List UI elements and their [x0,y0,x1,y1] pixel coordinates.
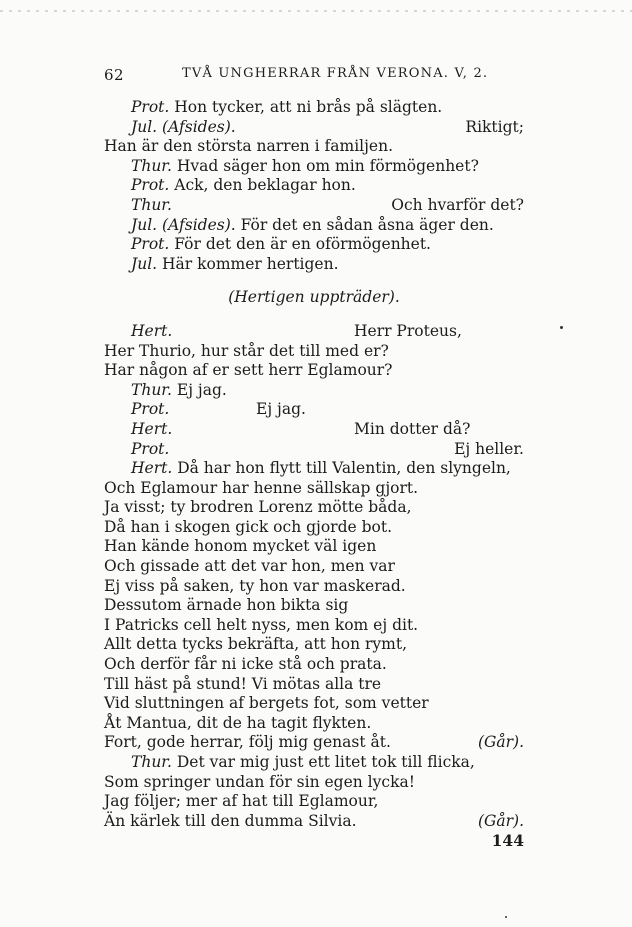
exit-direction: (Går). [477,811,524,830]
speaker-name: Prot. [131,98,170,116]
verse-text: I Patricks cell helt nyss, men kom ej dit. [104,615,419,634]
verse-text: Som springer undan för sin egen lycka! [104,772,415,791]
page-number: 62 [104,66,125,84]
scan-edge-line [0,10,632,12]
verse-line [104,361,524,381]
verse-text: Han är den största narren i familjen. [104,137,394,156]
aside-direction: (Afsides). [162,117,236,136]
verse-text: Har någon af er sett herr Eglamour? [104,361,393,380]
verse-line [104,753,524,773]
verse-text: Fort, gode herrar, följ mig genast åt. [104,733,391,752]
signature-line [104,831,524,851]
speaker-name: Hert. [131,459,173,478]
verse-line [104,176,524,196]
speaker-name: Prot. [131,439,170,458]
verse-line [104,675,524,695]
verse-text: Då han i skogen gick och gjorde bot. [104,517,392,536]
verse-line [104,137,524,157]
running-header [104,66,524,86]
verse-text: Allt detta tycks bekräfta, att hon rymt, [104,635,407,654]
verse-text: För det den är en oförmögenhet. [174,235,431,254]
verse-line [104,118,524,138]
verse-line [104,694,524,714]
verse-line [104,196,524,216]
verse-line [104,235,524,255]
verse-text: Min dotter då? [354,419,471,438]
verse-text: Herr Proteus, [354,321,462,340]
verse-text: Hvad säger hon om min förmögenhet? [176,156,479,175]
margin-dot [560,326,563,329]
verse-line [104,479,524,499]
play-text [104,98,524,851]
verse-text: Här kommer hertigen. [162,254,339,273]
verse-line [104,655,524,675]
verse-line [104,342,524,362]
verse-line [104,518,524,538]
speaker-name: Thur. [131,156,172,175]
dialogue-block-2 [104,322,524,831]
verse-line [104,420,524,440]
verse-line [104,98,524,118]
page-speck [505,916,507,918]
speaker-name: Prot. [131,176,170,195]
speaker-name: Thur. [131,753,172,771]
stage-direction: (Hertigen uppträder). [228,288,400,307]
verse-text-right: Riktigt; [465,117,524,136]
verse-line [104,255,524,275]
speaker-name: Prot. [131,235,170,254]
exit-direction: (Går). [477,733,524,752]
verse-line [104,577,524,597]
verse-text: Ja visst; ty brodren Lorenz mötte båda, [104,498,412,517]
dialogue-block-1 [104,98,524,274]
running-title: TVÅ UNGHERRAR FRÅN VERONA. V, 2. [182,66,489,81]
verse-line [104,157,524,177]
verse-text: Åt Mantua, dit de ha tagit flykten. [104,713,372,732]
verse-text: Her Thurio, hur står det till med er? [104,341,389,360]
speaker-name: Jul. [131,254,158,273]
verse-line [104,557,524,577]
verse-text: Då har hon flytt till Valentin, den slyngeln, [177,459,511,478]
verse-text: Än kärlek till den dumma Silvia. [104,811,357,830]
speaker-name: Hert. [131,321,173,340]
verse-line [104,216,524,236]
verse-text-right: Ej heller. [454,439,524,458]
verse-text: Dessutom ärnade hon bikta sig [104,596,349,615]
verse-line [104,440,524,460]
verse-text: Och gissade att det var hon, men var [104,557,395,576]
verse-line [104,773,524,793]
speaker-name: Jul. [131,215,158,234]
aside-direction: (Afsides). [162,215,236,234]
verse-text: Det var mig just ett litet tok till flicka, [176,753,475,771]
speaker-name: Thur. [131,195,172,214]
verse-text: Jag följer; mer af hat till Eglamour, [104,792,379,811]
verse-text: Och Eglamour har henne sällskap gjort. [104,478,419,497]
speaker-name: Jul. [131,117,158,136]
verse-text-right: Och hvarför det? [391,195,524,214]
verse-text: Och derför får ni icke stå och prata. [104,655,387,674]
verse-line [104,714,524,734]
verse-text: Han kände honom mycket väl igen [104,537,377,556]
verse-line [104,616,524,636]
speaker-name: Thur. [131,380,172,399]
verse-text: Ej jag. [256,400,306,419]
verse-text: Hon tycker, att ni brås på slägten. [174,98,443,116]
verse-text: Vid sluttningen af bergets fot, som vetter [104,694,429,713]
speaker-name: Prot. [131,400,170,419]
verse-text: För det en sådan åsna äger den. [240,215,494,234]
verse-line [104,400,524,420]
verse-line [104,733,524,753]
verse-line [104,498,524,518]
verse-line [104,596,524,616]
signature-mark: 144 [491,831,524,851]
verse-line [104,381,524,401]
verse-line [104,635,524,655]
verse-text: Ej jag. [176,380,227,399]
verse-text: Ej viss på saken, ty hon var maskerad. [104,576,406,595]
verse-text: Ack, den beklagar hon. [174,176,356,195]
verse-line [104,792,524,812]
verse-line [104,812,524,832]
verse-line [104,537,524,557]
verse-line [104,322,524,342]
speaker-name: Hert. [131,419,173,438]
verse-line [104,459,524,479]
verse-text: Till häst på stund! Vi mötas alla tre [104,674,382,693]
